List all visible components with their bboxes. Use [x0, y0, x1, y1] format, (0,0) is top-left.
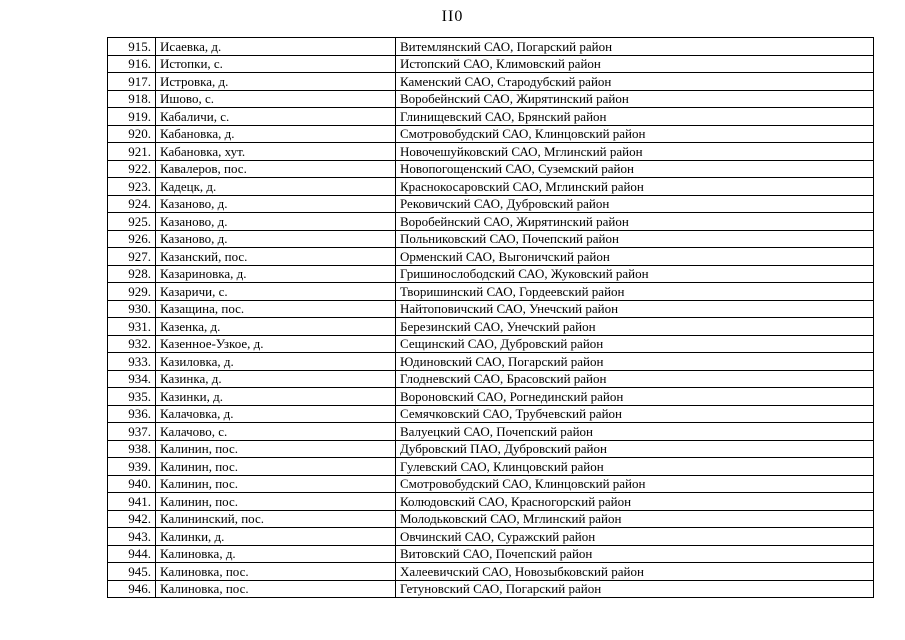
settlement-name: Калачовка, д.	[156, 405, 396, 423]
administrative-unit: Юдиновский САО, Погарский район	[396, 353, 874, 371]
settlement-name: Истровка, д.	[156, 73, 396, 91]
settlement-name: Исаевка, д.	[156, 38, 396, 56]
row-number: 936.	[108, 405, 156, 423]
administrative-unit: Воробейнский САО, Жирятинский район	[396, 90, 874, 108]
administrative-unit: Гетуновский САО, Погарский район	[396, 580, 874, 598]
table-row	[108, 493, 874, 511]
table-row	[108, 55, 874, 73]
administrative-unit: Халеевичский САО, Новозыбковский район	[396, 563, 874, 581]
table-row	[108, 178, 874, 196]
table-row	[108, 440, 874, 458]
table-row	[108, 300, 874, 318]
administrative-unit: Колюдовский САО, Красногорский район	[396, 493, 874, 511]
settlement-name: Калининский, пос.	[156, 510, 396, 528]
administrative-unit: Каменский САО, Стародубский район	[396, 73, 874, 91]
table-row	[108, 38, 874, 56]
administrative-unit: Семячковский САО, Трубчевский район	[396, 405, 874, 423]
settlement-name: Кадецк, д.	[156, 178, 396, 196]
administrative-unit: Валуецкий САО, Почепский район	[396, 423, 874, 441]
table-row	[108, 90, 874, 108]
table-row	[108, 195, 874, 213]
settlement-name: Калиновка, пос.	[156, 580, 396, 598]
row-number: 931.	[108, 318, 156, 336]
administrative-unit: Витовский САО, Почепский район	[396, 545, 874, 563]
row-number: 918.	[108, 90, 156, 108]
settlement-name: Казащина, пос.	[156, 300, 396, 318]
row-number: 920.	[108, 125, 156, 143]
settlement-name: Калинин, пос.	[156, 440, 396, 458]
table-row	[108, 160, 874, 178]
row-number: 943.	[108, 528, 156, 546]
settlement-name: Кавалеров, пос.	[156, 160, 396, 178]
settlement-name: Казенное-Узкое, д.	[156, 335, 396, 353]
table-row	[108, 528, 874, 546]
settlement-name: Калиновка, пос.	[156, 563, 396, 581]
settlement-table	[107, 37, 874, 598]
row-number: 925.	[108, 213, 156, 231]
settlement-name: Казенка, д.	[156, 318, 396, 336]
administrative-unit: Польниковский САО, Почепский район	[396, 230, 874, 248]
administrative-unit: Гришинослободский САО, Жуковский район	[396, 265, 874, 283]
settlement-name: Казинки, д.	[156, 388, 396, 406]
settlement-name: Казиловка, д.	[156, 353, 396, 371]
row-number: 933.	[108, 353, 156, 371]
row-number: 937.	[108, 423, 156, 441]
settlement-name: Кабановка, хут.	[156, 143, 396, 161]
administrative-unit: Вороновский САО, Рогнединский район	[396, 388, 874, 406]
row-number: 916.	[108, 55, 156, 73]
administrative-unit: Глодневский САО, Брасовский район	[396, 370, 874, 388]
row-number: 945.	[108, 563, 156, 581]
administrative-unit: Смотровобудский САО, Клинцовский район	[396, 475, 874, 493]
administrative-unit: Молодьковский САО, Мглинский район	[396, 510, 874, 528]
settlement-name: Калинки, д.	[156, 528, 396, 546]
settlement-name: Казаново, д.	[156, 195, 396, 213]
administrative-unit: Новопогощенский САО, Суземский район	[396, 160, 874, 178]
administrative-unit: Краснокосаровский САО, Мглинский район	[396, 178, 874, 196]
administrative-unit: Витемлянский САО, Погарский район	[396, 38, 874, 56]
row-number: 924.	[108, 195, 156, 213]
table-row	[108, 143, 874, 161]
table-row	[108, 423, 874, 441]
row-number: 938.	[108, 440, 156, 458]
row-number: 917.	[108, 73, 156, 91]
settlement-name: Казинка, д.	[156, 370, 396, 388]
table-row	[108, 125, 874, 143]
settlement-name: Казариновка, д.	[156, 265, 396, 283]
table-row	[108, 248, 874, 266]
administrative-unit: Новочешуйковский САО, Мглинский район	[396, 143, 874, 161]
administrative-unit: Дубровский ПАО, Дубровский район	[396, 440, 874, 458]
row-number: 919.	[108, 108, 156, 126]
row-number: 921.	[108, 143, 156, 161]
table-row	[108, 353, 874, 371]
row-number: 946.	[108, 580, 156, 598]
table-row	[108, 265, 874, 283]
administrative-unit: Глинищевский САО, Брянский район	[396, 108, 874, 126]
settlement-name: Калинин, пос.	[156, 475, 396, 493]
table-row	[108, 388, 874, 406]
table-row	[108, 108, 874, 126]
table-row	[108, 458, 874, 476]
administrative-unit: Рековичский САО, Дубровский район	[396, 195, 874, 213]
row-number: 923.	[108, 178, 156, 196]
table-row	[108, 563, 874, 581]
administrative-unit: Найтоповичский САО, Унечский район	[396, 300, 874, 318]
row-number: 928.	[108, 265, 156, 283]
row-number: 941.	[108, 493, 156, 511]
administrative-unit: Овчинский САО, Суражский район	[396, 528, 874, 546]
row-number: 926.	[108, 230, 156, 248]
row-number: 929.	[108, 283, 156, 301]
page-number: II0	[441, 8, 464, 25]
row-number: 944.	[108, 545, 156, 563]
table-row	[108, 335, 874, 353]
administrative-unit: Сещинский САО, Дубровский район	[396, 335, 874, 353]
row-number: 930.	[108, 300, 156, 318]
table-row	[108, 370, 874, 388]
row-number: 942.	[108, 510, 156, 528]
settlement-name: Калиновка, д.	[156, 545, 396, 563]
settlement-name: Казаричи, с.	[156, 283, 396, 301]
settlement-name: Калинин, пос.	[156, 458, 396, 476]
table-row	[108, 73, 874, 91]
settlement-name: Истопки, с.	[156, 55, 396, 73]
settlement-name: Казаново, д.	[156, 213, 396, 231]
administrative-unit: Гулевский САО, Клинцовский район	[396, 458, 874, 476]
row-number: 934.	[108, 370, 156, 388]
table-row	[108, 510, 874, 528]
settlement-name: Калинин, пос.	[156, 493, 396, 511]
settlement-name: Казанский, пос.	[156, 248, 396, 266]
table-row	[108, 213, 874, 231]
table-row	[108, 580, 874, 598]
table-row	[108, 405, 874, 423]
settlement-name: Казаново, д.	[156, 230, 396, 248]
row-number: 922.	[108, 160, 156, 178]
administrative-unit: Березинский САО, Унечский район	[396, 318, 874, 336]
table-row	[108, 283, 874, 301]
settlement-name: Кабаличи, с.	[156, 108, 396, 126]
row-number: 940.	[108, 475, 156, 493]
administrative-unit: Воробейнский САО, Жирятинский район	[396, 213, 874, 231]
administrative-unit: Истопский САО, Климовский район	[396, 55, 874, 73]
row-number: 927.	[108, 248, 156, 266]
row-number: 939.	[108, 458, 156, 476]
administrative-unit: Орменский САО, Выгоничский район	[396, 248, 874, 266]
row-number: 935.	[108, 388, 156, 406]
table-row	[108, 475, 874, 493]
table-row	[108, 318, 874, 336]
settlement-name: Ишово, с.	[156, 90, 396, 108]
settlement-name: Кабановка, д.	[156, 125, 396, 143]
settlement-name: Калачово, с.	[156, 423, 396, 441]
row-number: 915.	[108, 38, 156, 56]
row-number: 932.	[108, 335, 156, 353]
administrative-unit: Творишинский САО, Гордеевский район	[396, 283, 874, 301]
table-row	[108, 230, 874, 248]
administrative-unit: Смотровобудский САО, Клинцовский район	[396, 125, 874, 143]
table-row	[108, 545, 874, 563]
settlement-table-body	[108, 38, 874, 598]
